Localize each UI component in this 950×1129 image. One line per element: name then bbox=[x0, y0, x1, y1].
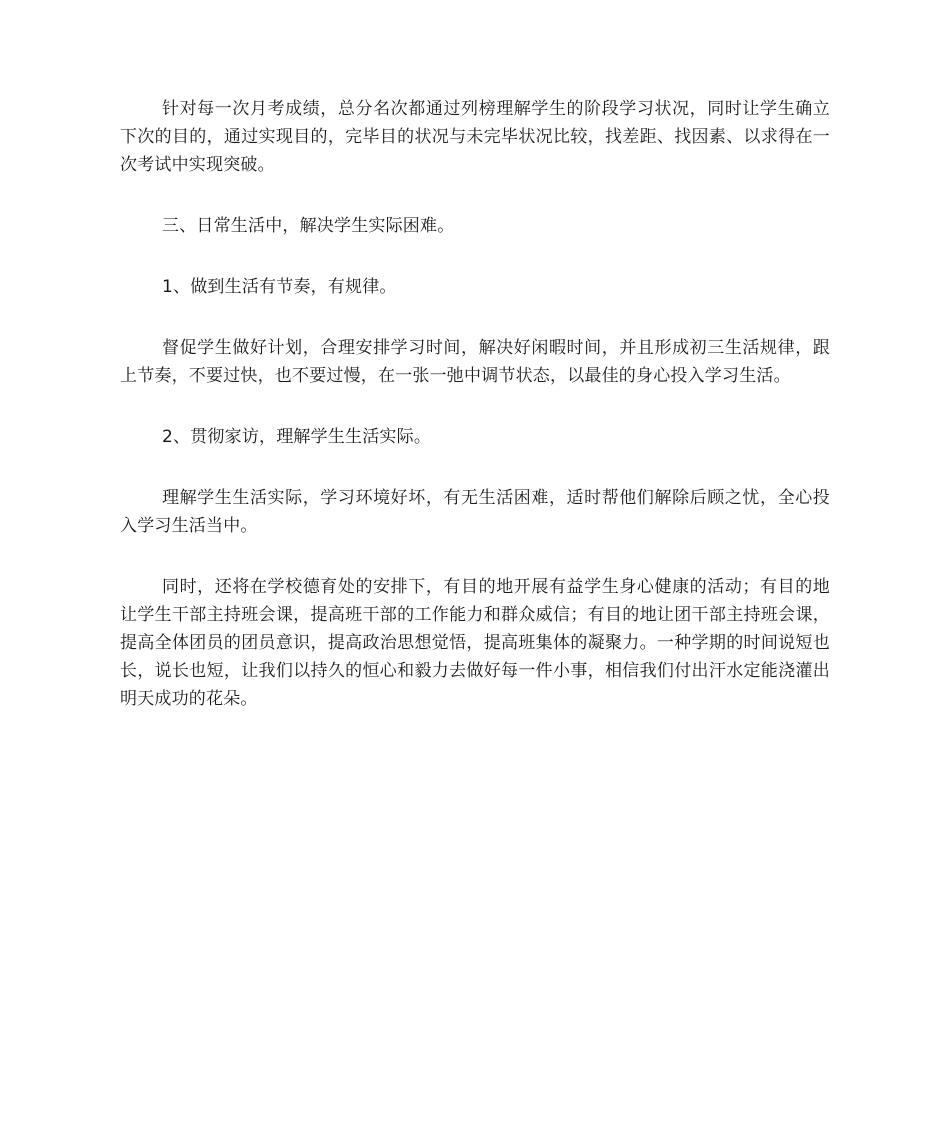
paragraph-gap bbox=[120, 390, 830, 423]
subheading-home-visit: 2、贯彻家访，理解学生生活实际。 bbox=[162, 427, 432, 447]
paragraph-living-situation: 理解学生生活实际，学习环境好坏，有无生活困难，适时帮他们解除后顾之忧，全心投入学习生活当中。 bbox=[120, 488, 830, 536]
paragraph-planning: 督促学生做好计划，合理安排学习时间，解决好闲暇时间，并且形成初三生活规律，跟上节奏，不要过快，也不要过慢，在一张一弛中调节状态，以最佳的身心投入学习生活。 bbox=[120, 338, 830, 386]
paragraph-activities: 同时，还将在学校德育处的安排下，有目的地开展有益学生身心健康的活动；有目的地让学生干部主持班会课，提高班干部的工作能力和群众威信；有目的地让团干部主持班会课，提高全体团员的团员意识，提高政治思想觉悟，提高班集体的凝聚力。一种学期的时间说短也长，说长也短，让我们以持久的恒心和毅力去做好每一件小事，相信我们付出汗水定能浇灌出明天成功的花朵。 bbox=[120, 577, 830, 709]
paragraph-gap bbox=[120, 540, 830, 573]
section-heading-daily-life: 三、日常生活中，解决学生实际困难。 bbox=[162, 216, 455, 236]
paragraph-gap bbox=[120, 179, 830, 212]
paragraph-monthly-exam: 针对每一次月考成绩，总分名次都通过列榜理解学生的阶段学习状况，同时让学生确立下次的目的，通过实现目的，完毕目的状况与未完毕状况比较，找差距、找因素、以求得在一次考试中实现突破。 bbox=[120, 99, 830, 175]
subheading-rhythm: 1、做到生活有节奏，有规律。 bbox=[162, 277, 397, 297]
paragraph-gap bbox=[120, 451, 830, 484]
paragraph-gap bbox=[120, 240, 830, 273]
paragraph-gap bbox=[120, 301, 830, 334]
